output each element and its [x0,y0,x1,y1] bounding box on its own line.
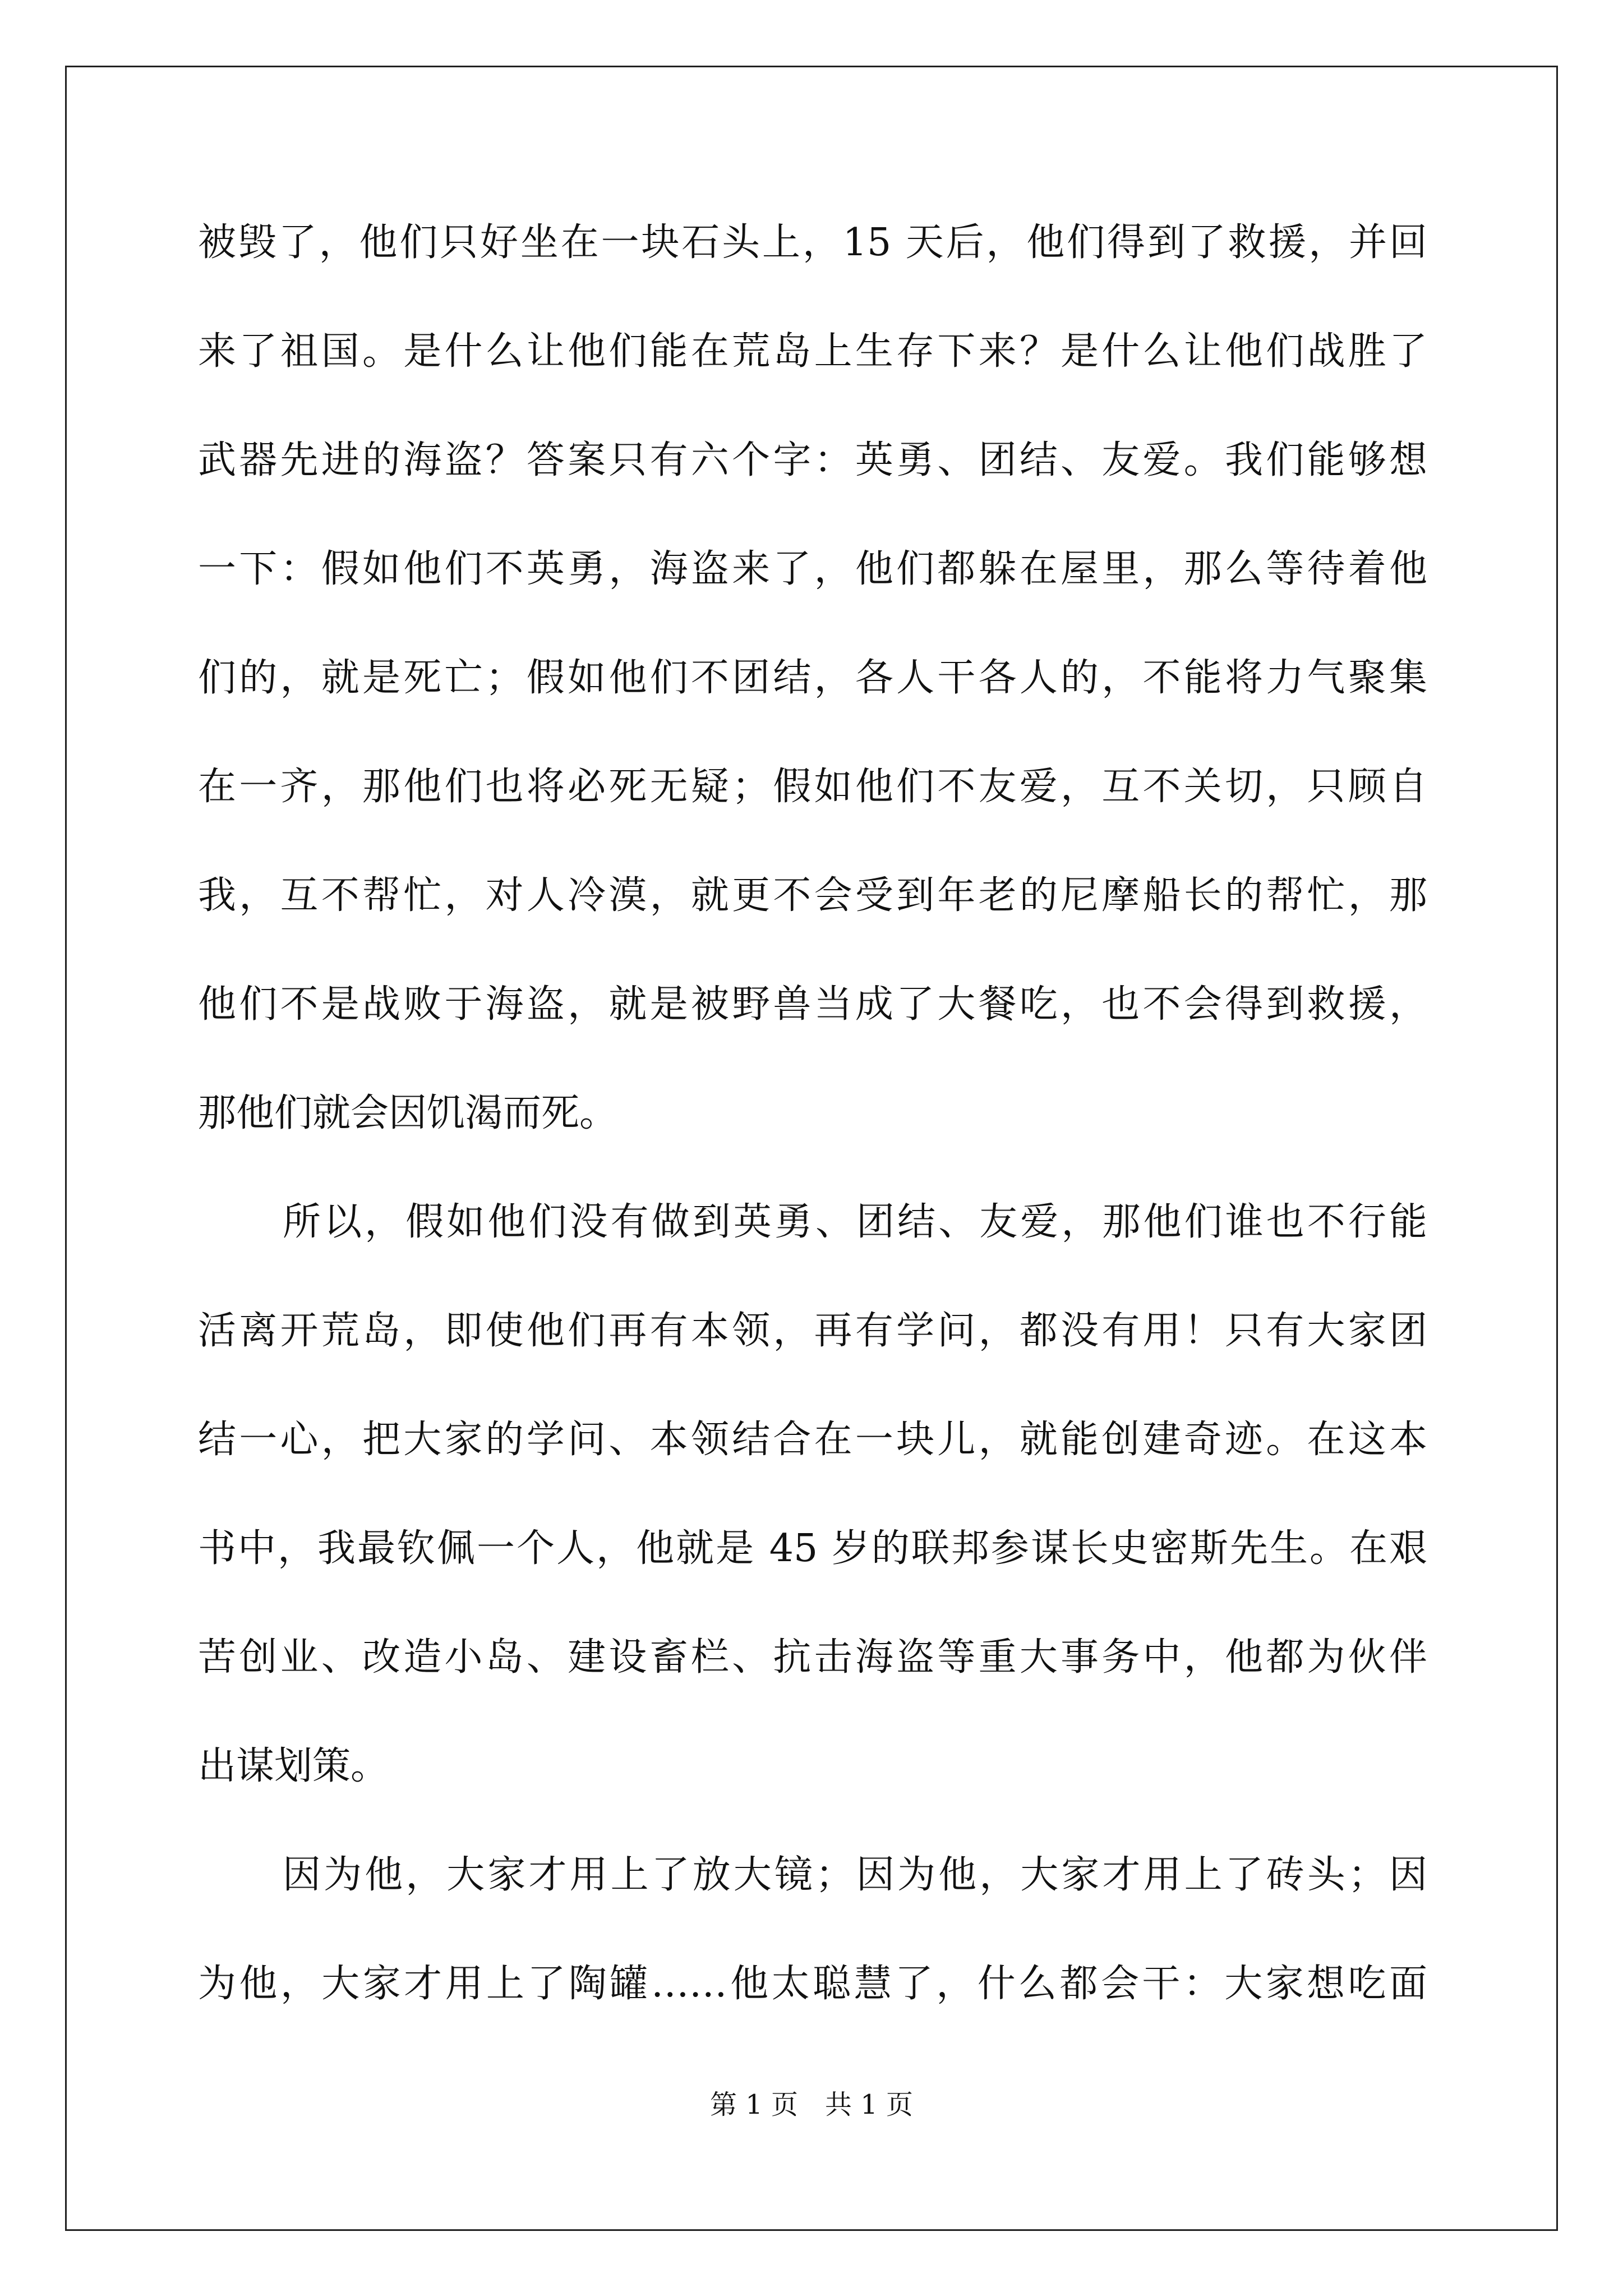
text-line: 那他们就会因饥渴而死。 [198,1091,618,1135]
document-body [198,216,1427,2066]
page-footer: 第 1 页 共 1 页 [709,2089,914,2120]
text-line: 苦创业、改造小岛、建设畜栏、抗击海盗等重大事务中，他都为伙伴 [198,1635,1427,1680]
text-line: 书中，我最钦佩一个人，他就是 45 岁的联邦参谋长史密斯先生。在艰 [198,1526,1427,1571]
text-line: 他们不是战败于海盗，就是被野兽当成了大餐吃，也不会得到救援， [198,982,1427,1027]
text-line: 一下：假如他们不英勇，海盗来了，他们都躲在屋里，那么等待着他 [198,547,1427,591]
text-line: 活离开荒岛，即使他们再有本领，再有学问，都没有用！只有大家团 [198,1309,1427,1353]
text-line: 来了祖国。是什么让他们能在荒岛上生存下来？是什么让他们战胜了 [198,329,1427,374]
text-line: 为他，大家才用上了陶罐……他太聪慧了，什么都会干：大家想吃面 [198,1962,1427,2006]
text-line: 在一齐，那他们也将必死无疑；假如他们不友爱，互不关切，只顾自 [198,765,1427,809]
text-line: 我，互不帮忙，对人冷漠，就更不会受到年老的尼摩船长的帮忙，那 [198,873,1427,918]
text-line: 被毁了，他们只好坐在一块石头上，15 天后，他们得到了救援，并回 [198,220,1427,265]
text-line: 出谋划策。 [198,1744,389,1788]
text-line: 武器先进的海盗？答案只有六个字：英勇、团结、友爱。我们能够想 [198,438,1427,482]
paragraph-first-line: 所以，假如他们没有做到英勇、团结、友爱，那他们谁也不行能 [283,1200,1427,1244]
paragraph-first-line: 因为他，大家才用上了放大镜；因为他，大家才用上了砖头；因 [283,1853,1427,1897]
text-line: 们的，就是死亡；假如他们不团结，各人干各人的，不能将力气聚集 [198,656,1427,700]
text-line: 结一心，把大家的学问、本领结合在一块儿，就能创建奇迹。在这本 [198,1418,1427,1462]
